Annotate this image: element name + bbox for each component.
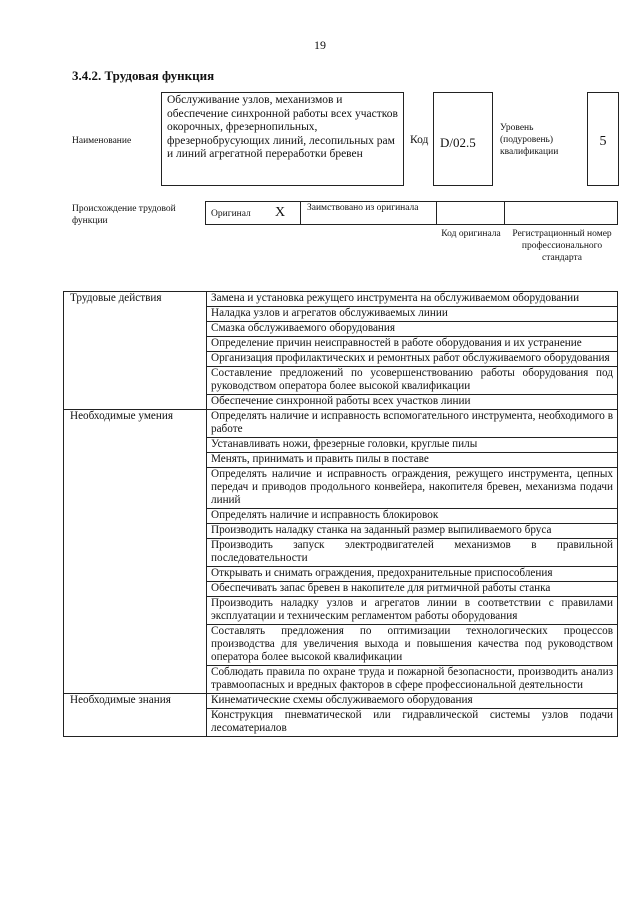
list-item: Соблюдать правила по охране труда и пожарной безопасности, производить анализ травмоопасных и вредных факторов в сфере профессиональной деятельности	[207, 666, 618, 694]
section-title: 3.4.2. Трудовая функция	[72, 68, 215, 83]
original-label: Оригинал	[211, 209, 251, 219]
list-item: Менять, принимать и править пилы в поставе	[207, 453, 618, 468]
name-value-box	[161, 92, 404, 186]
list-item: Определять наличие и исправность вспомогательного инструмента, необходимого в работе	[207, 410, 618, 438]
list-item: Обеспечение синхронной работы всех участков линии	[207, 395, 618, 410]
table-row	[64, 694, 618, 709]
list-item: Замена и установка режущего инструмента на обслуживаемом оборудовании	[207, 292, 618, 307]
level-value-box	[587, 92, 619, 186]
borrowed-label: Заимствовано из оригинала	[307, 203, 419, 213]
name-value: Обслуживание узлов, механизмов и обеспечение синхронной работы всех участков окорочных, фрезернопильных, фрезернобрусующих линий, лесопильных рам и линий агрегатной переработки бревен	[167, 94, 398, 160]
list-item: Производить запуск электродвигателей механизмов в правильной последовательности	[207, 539, 618, 567]
list-item: Производить наладку узлов и агрегатов линии в соответствии с правилами эксплуатации и техническим регламентом работы оборудования	[207, 597, 618, 625]
origin-divider	[300, 201, 301, 225]
table-row	[64, 410, 618, 438]
code-value-box	[433, 92, 493, 186]
list-item: Составление предложений по усовершенствованию работы оборудования под руководством оператора более высокой квалификации	[207, 367, 618, 395]
list-item: Определять наличие и исправность ограждения, режущего инструмента, цепных передач и приводов продольного конвейера, накопителя бревен, механизма подачи линий	[207, 468, 618, 509]
function-table	[63, 291, 618, 737]
original-mark: X	[275, 205, 286, 220]
section-heading: Трудовые действия	[64, 292, 207, 410]
name-label: Наименование	[72, 136, 132, 146]
origin-label: Происхождение трудовой функции	[72, 204, 176, 226]
list-item: Составлять предложения по оптимизации технологических процессов производства для увеличения выхода и повышения качества под руководством оператора более высокой квалификации	[207, 625, 618, 666]
list-item: Устанавливать ножи, фрезерные головки, круглые пилы	[207, 438, 618, 453]
list-item: Смазка обслуживаемого оборудования	[207, 322, 618, 337]
origin-divider	[504, 201, 505, 225]
list-item: Конструкция пневматической или гидравлической системы узлов подачи лесоматериалов	[207, 709, 618, 737]
list-item: Наладка узлов и агрегатов обслуживаемых линии	[207, 307, 618, 322]
list-item: Открывать и снимать ограждения, предохранительные приспособления	[207, 567, 618, 582]
section-heading: Необходимые знания	[64, 694, 207, 737]
code-label: Код	[410, 134, 429, 146]
list-item: Кинематические схемы обслуживаемого оборудования	[207, 694, 618, 709]
level-value: 5	[599, 134, 607, 149]
list-item: Определять наличие и исправность блокировок	[207, 509, 618, 524]
list-item: Определение причин неисправностей в работе оборудования и их устранение	[207, 337, 618, 352]
origin-divider	[436, 201, 437, 225]
list-item: Обеспечивать запас бревен в накопителе для ритмичной работы станка	[207, 582, 618, 597]
code-value: D/02.5	[440, 135, 476, 150]
code-original-caption: Код оригинала	[441, 229, 501, 239]
list-item: Организация профилактических и ремонтных работ обслуживаемого оборудования	[207, 352, 618, 367]
list-item: Производить наладку станка на заданный размер выпиливаемого бруса	[207, 524, 618, 539]
registration-number-caption: Регистрационный номер профессионального стандарта	[512, 229, 612, 263]
section-heading: Необходимые умения	[64, 410, 207, 694]
page-number: 19	[314, 38, 326, 52]
table-row	[64, 292, 618, 307]
level-label: Уровень (подуровень) квалификации	[500, 123, 559, 157]
